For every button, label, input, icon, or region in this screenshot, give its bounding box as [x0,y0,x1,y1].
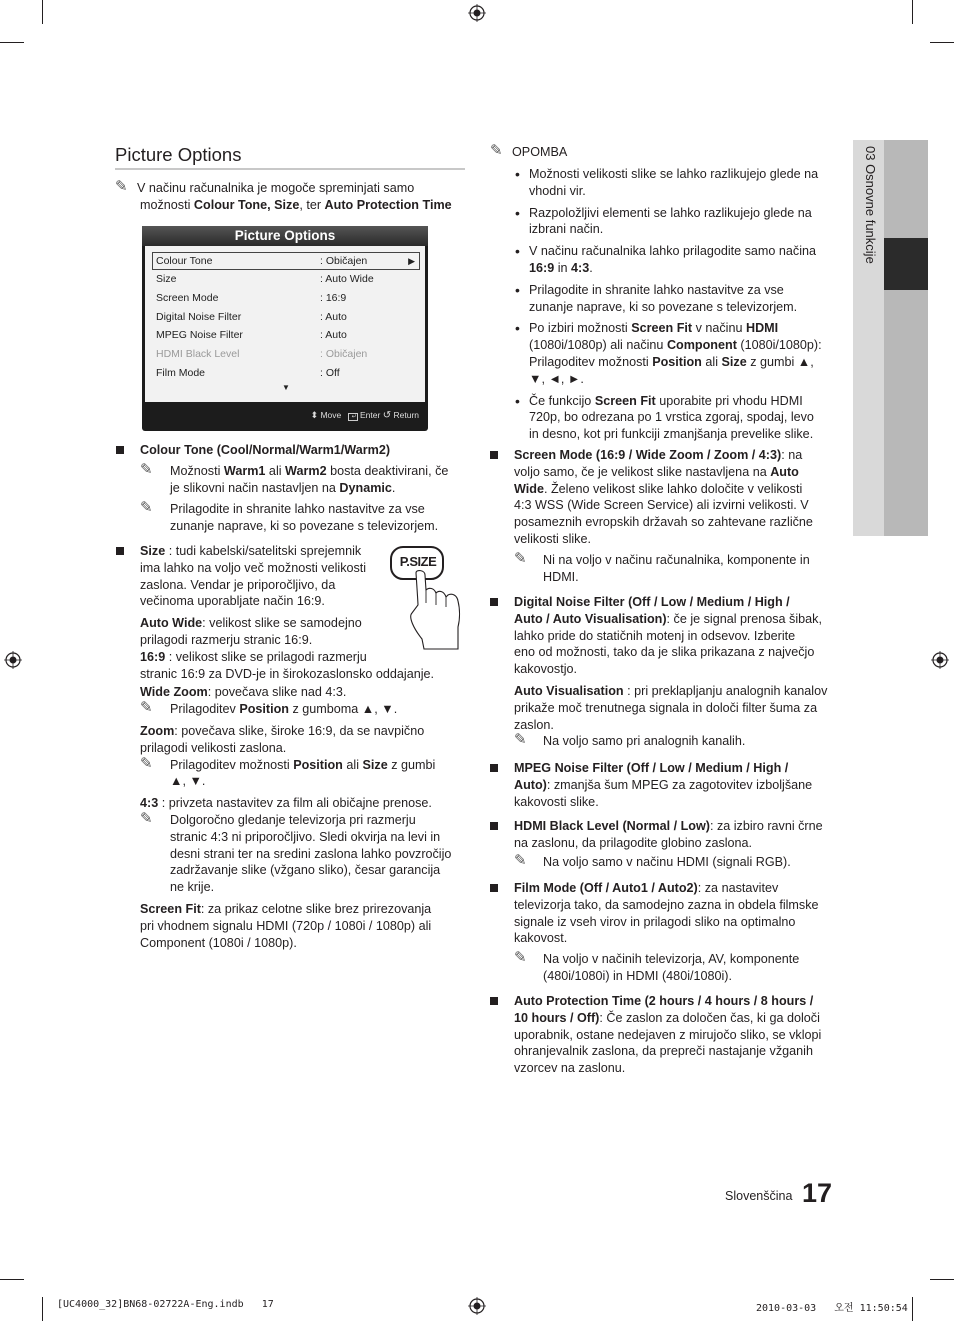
note-pen-icon: ✎ [115,178,128,195]
osd-item-mpeg-noise-filter[interactable]: MPEG Noise Filter : Auto [156,329,347,341]
note-pen-icon: ✎ [140,460,153,478]
list-item: • Če funkcijo Screen Fit uporabite pri vhodu HDMI 720p, bo odrezana po 1 vrstica zgoraj, spodaj, levo in desno, kot pri funkciji zmanjšanja prevelike slike. [515,392,814,442]
digital-noise-filter-section: Digital Noise Filter (Off / Low / Medium / High / Auto / Auto Visualisation): če je signal prenosa šibak, lahko pride do statičnih motenj in odsevov. Izberite eno od možnosti, tako da je slika prikazana z največjo kakovostjo. Auto Visualisation : pri preklapljanju analognih kanalov prikaže moč trenutnega signala in določi filter šuma za zaslon. ✎ Na voljo samo pri analognih kanalih. [514,595,828,749]
osd-item-digital-noise-filter[interactable]: Digital Noise Filter : Auto [156,311,347,323]
psize-button-label: P.SIZE [399,554,437,569]
osd-panel [145,246,425,402]
hdmi-black-level-section: HDMI Black Level (Normal / Low): za izbiro ravni črne na zaslonu, da prilagodite globino zaslona. ✎ Na voljo samo v načinu HDMI (signali RGB). [514,819,823,869]
crop-mark [912,0,913,24]
auto-protection-time-section: Auto Protection Time (2 hours / 4 hours / 8 hours / 10 hours / Off): Če zaslon za določen čas, ki ga določi uporabnik, ostane nedejaven z mirujočo sliko, se vklopi ohranjevalnik zaslona, da prepreči nastajanje vžganih vzorcev na zaslonu. [514,994,822,1076]
chapter-tab-marker [884,238,928,290]
intro-note: ✎ V načinu računalnika je mogoče spreminjati samo možnosti Colour Tone, Size, ter Auto Protection Time [115,178,452,212]
registration-mark-icon [4,651,22,669]
crop-mark [42,0,43,24]
note-pen-icon: ✎ [140,809,153,827]
note-pen-icon: ✎ [140,699,153,717]
osd-item-film-mode[interactable]: Film Mode : Off [156,367,340,379]
screen-mode-section: Screen Mode (16:9 / Wide Zoom / Zoom / 4:3): na voljo samo, če je velikost slike nastavljena na Auto Wide. Želeno velikost slike lahko določite v velikosti 4:3 WSS (Wide Screen Service) ali izvirni velikosti. V posameznih evropskih državah so zahtevane različne velikosti slike. ✎ Ni na voljo v načinu računalnika, komponente in HDMI. [514,448,813,584]
registration-mark-icon [468,1297,486,1315]
list-item: • Prilagodite in shranite lahko nastavitve za vse zunanje naprave, ki so povezane s televizorjem. [515,281,798,314]
scroll-down-icon[interactable]: ▼ [282,383,290,392]
bullet-square [116,547,124,555]
list-item: • Razpoložljivi elementi se lahko razlikujejo glede na izbrani način. [515,204,812,237]
osd-item-colour-tone[interactable]: Colour Tone : Običajen ▶ [152,252,420,270]
section-rule [115,168,465,170]
list-item: • V načinu računalnika lahko prilagodite samo načina 16:9 in 4:3. [515,243,817,275]
crop-mark [930,42,954,43]
footer-language: Slovenščina [725,1189,793,1203]
osd-menu [142,226,428,431]
list-item: • Po izbiri možnosti Screen Fit v načinu HDMI (1080i/1080p) ali načinu Component (1080i/1080p): Prilagoditev možnosti Position ali Size z gumbi ▲, ▼, ◄, ►. [515,320,822,386]
note-list [513,166,843,443]
arrow-right-icon: ▶ [408,256,415,266]
note-block: ✎ OPOMBA [490,142,568,159]
osd-title: Picture Options [142,226,428,246]
note-pen-icon: ✎ [140,754,153,772]
bullet-square [116,446,124,454]
note-pen-icon: ✎ [490,142,503,159]
registration-mark-icon [931,651,949,669]
chapter-tab-strip [884,140,928,536]
return-icon: ↺ [382,410,392,421]
crop-mark [0,42,24,43]
print-file-info: [UC4000_32]BN68-02722A-Eng.indb 17 [57,1299,274,1310]
list-item: • Možnosti velikosti slike se lahko razlikujejo glede na vhodni vir. [515,166,819,198]
page-number: 17 [802,1178,833,1208]
section-title: Picture Options [115,144,242,165]
osd-footer: ⬍ Move ↵ Enter ↺ Return [310,410,419,421]
chapter-tab-label: 03 Osnovne funkcije [863,146,878,264]
bullet-square [490,764,498,772]
size-section: Size : tudi kabelski/satelitski sprejemnik ima lahko na voljo več možnosti velikosti zaslona. Vendar je priporočljivo, da večinoma uporabljate način 16:9. Auto Wide: velikost slike se samodejno prilagodi razmerju stranic 16:9. 16:9 : velikost slike se prilagodi razmerju stranic 16:9 za DVD-je in širokozaslonsko oddajanje. Wide Zoom: povečava slike nad 4:3. ✎ Prilagoditev Position z gumboma ▲, ▼. Zoom: povečava slike, široke 16:9, da se navpično prilagodi velikosti zaslona. ✎ Prilagoditev možnosti Position ali Size z gumbi ▲, ▼. 4:3 : privzeta nastavitev za film ali običajne prenose. ✎ Dolgoročno gledanje televizorja pri razmerju stranic 4:3 ni priporočljivo. Sledi okvirja na levi in desni strani ter na sredini zaslona lahko povzročijo zadržavanje slike (vžgano sliko), česar garancija ne krije. Screen Fit: za prikaz celotne slike brez prirezovanja pri vhodnem signalu HDMI (720p / 1080i / 1080p) ali Component (1080i / 1080p). [140,544,452,950]
note-pen-icon: ✎ [514,851,527,869]
crop-mark [912,1297,913,1321]
bullet-square [490,822,498,830]
crop-mark [930,1279,954,1280]
bullet-square [490,997,498,1005]
osd-item-hdmi-black-level: HDMI Black Level : Običajen [156,348,368,360]
osd-item-size[interactable]: Size : Auto Wide [156,273,374,285]
enter-icon: ↵ [348,413,358,421]
crop-mark [42,1297,43,1321]
colour-tone-section: Colour Tone (Cool/Normal/Warm1/Warm2) ✎ Možnosti Warm1 ali Warm2 bosta deaktivirani, če je slikovni način nastavljen na Dynamic. ✎ Prilagodite in shranite lahko nastavitve za vse zunanje naprave, ki so povezane s televizorjem. [140,443,449,534]
note-pen-icon: ✎ [514,549,527,567]
move-icon: ⬍ [310,410,319,420]
note-pen-icon: ✎ [514,949,527,967]
film-mode-section: Film Mode (Off / Auto1 / Auto2): za nastavitev televizorja tako, da samodejno zazna in obdela filmske signale iz vseh virov in prilagodi sliko na optimalno kakovost. ✎ Na voljo v načinih televizorja, AV, komponente (480i/1080i) in HDMI (480i/1080i). [514,881,819,983]
note-pen-icon: ✎ [140,499,153,517]
bullet-square [490,598,498,606]
bullet-square [490,884,498,892]
print-date-info: 2010-03-03 오전 11:50:54 [756,1303,908,1314]
note-pen-icon: ✎ [514,731,527,749]
bullet-square [490,451,498,459]
registration-mark-icon [468,4,486,22]
mpeg-noise-filter-section: MPEG Noise Filter (Off / Low / Medium / High / Auto): zmanjša šum MPEG za zagotovitev izboljšane kakovosti slike. [514,761,813,809]
crop-mark [0,1279,24,1280]
osd-item-screen-mode[interactable]: Screen Mode : 16:9 [156,292,347,304]
